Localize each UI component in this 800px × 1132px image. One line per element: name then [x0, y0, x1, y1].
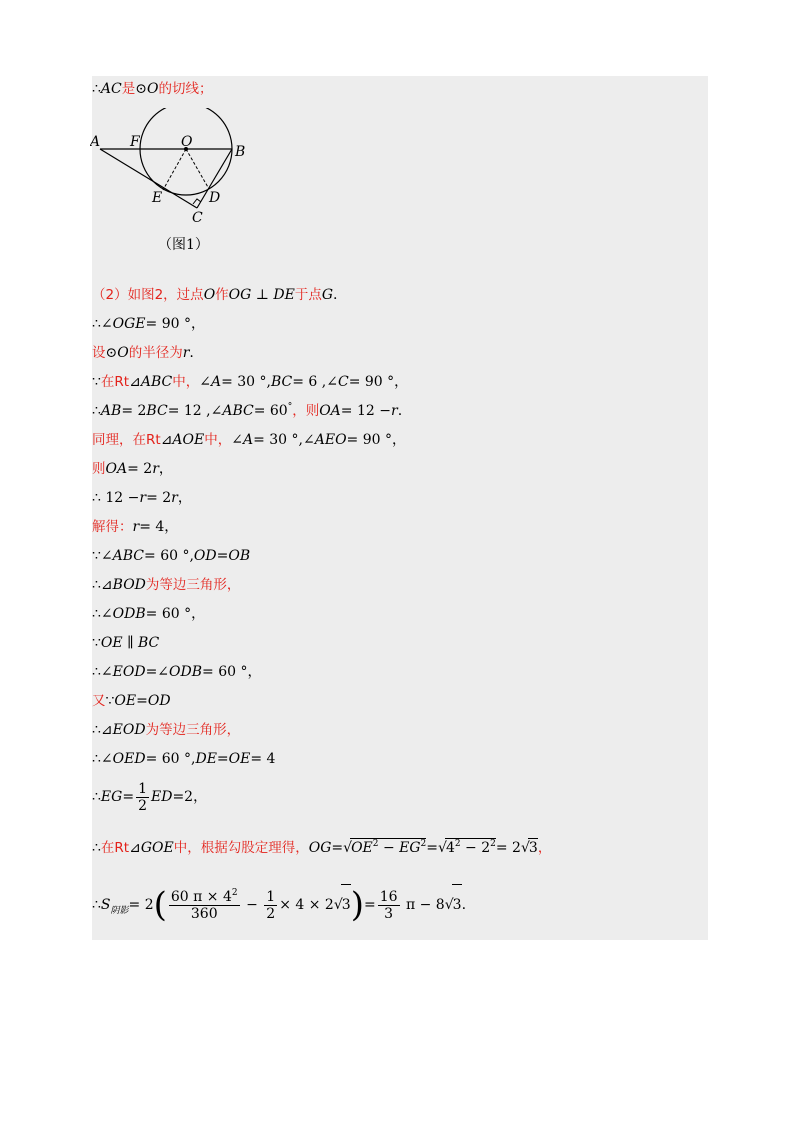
text-line-1: [92, 286, 337, 304]
line-oe: [163, 149, 186, 190]
therefore-symbol: ∴: [92, 81, 101, 97]
text-seg: ∴: [92, 897, 101, 913]
text-seg: =∠: [145, 664, 170, 680]
text-seg: ⊙: [105, 345, 118, 361]
math-seg: ODB: [169, 664, 203, 680]
text-seg: ∠: [231, 432, 243, 448]
text-line-9: [92, 518, 178, 536]
text-seg: = 60 °,: [145, 751, 196, 767]
text-seg: = 2: [495, 840, 521, 856]
text-line-12: [92, 605, 205, 623]
text-line-4: [92, 373, 408, 391]
math-seg: AOE: [172, 432, 205, 448]
math-seg: BC: [138, 635, 160, 651]
math-seg: BC: [270, 374, 293, 390]
text-seg: 则: [92, 461, 106, 477]
math-seg: GOE: [140, 840, 174, 856]
text-line-5: [92, 402, 402, 420]
text-seg: π − 8: [401, 897, 445, 913]
right-paren: ): [350, 885, 364, 925]
text-seg: ∵: [92, 635, 101, 651]
text-seg: 在Rt: [100, 374, 130, 390]
math-seg: OE: [100, 635, 123, 651]
line-od: [186, 149, 209, 189]
text-seg: 的半径为: [128, 345, 183, 361]
text-seg: =: [122, 789, 135, 805]
text-seg: ，: [177, 490, 192, 506]
fraction-16-3: [378, 889, 400, 922]
text-seg: ∴: [92, 840, 101, 856]
text-seg: =: [363, 897, 376, 913]
sqrt-radicand-3: 3: [528, 840, 538, 856]
text-seg: = 2: [146, 490, 172, 506]
text-seg: 中，: [204, 432, 232, 448]
text-seg: ∴∠: [92, 606, 113, 622]
geometry-figure: [90, 108, 270, 228]
fraction-half: [136, 781, 149, 814]
text-seg: = 12 ,∠: [167, 403, 223, 419]
math-seg: A: [242, 432, 254, 448]
label-d: D: [209, 190, 221, 206]
text-seg: =2，: [172, 789, 208, 805]
text-seg: −: [378, 840, 400, 856]
math-seg: ABC: [112, 548, 145, 564]
exp: 2: [372, 839, 379, 849]
sqrt-radicand: 3: [452, 884, 462, 925]
label-b: B: [235, 144, 246, 160]
label-o: O: [181, 134, 193, 150]
text-seg: = 60 °，: [145, 606, 206, 622]
math-seg: S: [100, 897, 111, 913]
math-seg: ABC: [140, 374, 173, 390]
text-seg: 中，: [172, 374, 200, 390]
label-f: F: [130, 134, 140, 150]
text-line-18: [92, 779, 207, 815]
exp: 2: [490, 839, 496, 849]
math-seg: AB: [100, 403, 122, 419]
text-line-7: [92, 460, 173, 478]
math-seg: EOD: [112, 722, 146, 738]
text-seg: ⊿: [100, 722, 113, 738]
text-seg: 解得：: [92, 519, 133, 535]
text-seg: = 60 °，: [202, 664, 262, 680]
math-seg: A: [210, 374, 222, 390]
text-line-15: [92, 692, 171, 710]
math-seg: OB: [228, 548, 251, 564]
text-seg: =: [216, 751, 229, 767]
math-seg: r: [152, 461, 159, 477]
math-o: O: [146, 81, 159, 97]
text-seg: ∴: [92, 789, 101, 805]
text-seg: ∥: [122, 635, 138, 651]
figure-caption: （图1）: [158, 237, 209, 253]
text-seg: = 12 −: [340, 403, 391, 419]
frac-num: [169, 889, 240, 906]
exp: 2: [231, 887, 238, 898]
math-seg: OG: [308, 840, 332, 856]
math-seg: G: [321, 287, 334, 303]
math-seg: OA: [105, 461, 128, 477]
math-seg: BOD: [112, 577, 146, 593]
sqrt-radicand: 3: [341, 884, 351, 925]
text-seg: ∵: [105, 693, 115, 709]
math-seg: C: [337, 374, 349, 390]
math-seg: r: [139, 490, 147, 506]
text-seg: =: [426, 840, 439, 856]
text-seg: ，则: [292, 403, 320, 419]
math-seg: OE: [114, 693, 137, 709]
math-seg: AEO: [314, 432, 347, 448]
math-seg: OGE: [112, 316, 146, 332]
math-seg: EOD: [112, 664, 146, 680]
text-seg: ，: [158, 461, 173, 477]
text-line-16: [92, 721, 240, 739]
text-seg: = 90 °，: [145, 316, 205, 332]
text-seg: 60 π × 4: [170, 888, 232, 905]
text-tangent: 的切线；: [158, 81, 213, 97]
text-line-17: [92, 750, 275, 768]
math-ac: AC: [100, 81, 122, 97]
frac-num: 16: [379, 888, 398, 905]
text-line-2: [92, 315, 205, 333]
text-seg: = 4，: [139, 519, 179, 535]
text-seg: × 4 × 2: [279, 897, 334, 913]
label-a: A: [90, 134, 101, 150]
text-seg: ，: [537, 840, 552, 856]
math-seg: O: [117, 345, 129, 361]
text-seg: ∴: [92, 722, 101, 738]
frac-num: 1: [266, 888, 276, 905]
text-line-19: [92, 838, 551, 857]
degree-sup: °: [287, 402, 293, 412]
text-seg: 作: [215, 287, 229, 303]
line-ac: [100, 149, 197, 208]
text-seg: ∴ 12 −: [92, 490, 140, 506]
text-seg: 4: [445, 840, 455, 856]
sqrt-symbol: √: [444, 897, 454, 913]
text-seg: 又: [92, 693, 106, 709]
math-seg: OE: [351, 840, 373, 856]
math-seg: OD: [147, 693, 171, 709]
text-seg: 中，根据勾股定理得，: [173, 840, 309, 856]
text-seg: = 6 ,∠: [292, 374, 338, 390]
text-seg: = 30 °,∠: [253, 432, 315, 448]
math-seg: ODB: [112, 606, 146, 622]
text-line-0: [92, 80, 212, 98]
math-seg: DE: [195, 751, 217, 767]
frac-den: 2: [138, 797, 147, 814]
text-seg: = 90 °，: [346, 432, 406, 448]
text-seg: = 4: [250, 751, 276, 767]
text-line-10: [92, 547, 250, 565]
math-seg: r: [182, 345, 190, 361]
exp: 2: [454, 839, 461, 849]
text-seg: = 2: [127, 461, 153, 477]
text-seg: .: [397, 403, 403, 419]
text-line-14: [92, 663, 261, 681]
text-seg: ⊿: [129, 374, 141, 390]
text-line-11: [92, 576, 240, 594]
text-seg: ∵: [92, 374, 101, 390]
label-e: E: [152, 190, 163, 206]
text-seg: ∴∠: [92, 316, 113, 332]
text-seg: =: [331, 840, 344, 856]
math-seg: OA: [319, 403, 341, 419]
circle-symbol: ⊙: [135, 81, 147, 97]
text-seg: = 30 °,: [221, 374, 271, 390]
text-seg: = 60 °,: [144, 548, 194, 564]
text-seg: （2）如图2，过点: [92, 287, 204, 303]
text-line-13: [92, 634, 159, 652]
text-seg: 为等边三角形，: [145, 577, 241, 593]
frac-den: 3: [384, 905, 394, 922]
text-seg: 在Rt: [100, 840, 130, 856]
text-seg: ∴∠: [92, 664, 113, 680]
math-seg: BC: [146, 403, 168, 419]
math-seg: r: [171, 490, 178, 506]
sqrt-symbol: √: [438, 840, 447, 856]
exp: 2: [420, 839, 427, 849]
text-line-20: [92, 884, 466, 931]
text-seg: = 60: [253, 403, 288, 419]
sqrt-symbol: √: [333, 897, 343, 913]
text-seg: − 2: [460, 840, 491, 856]
text-seg: ⊿: [160, 432, 173, 448]
sqrt-radicand-1: [350, 838, 426, 857]
math-seg: ED: [150, 789, 173, 805]
math-seg: OD: [193, 548, 217, 564]
text-seg: 同理，在Rt: [92, 432, 161, 448]
fraction-sector: [169, 889, 240, 922]
math-seg: OE: [228, 751, 251, 767]
sqrt-symbol: √: [520, 840, 530, 856]
text-seg: 于点: [294, 287, 322, 303]
text-seg: ∴: [92, 403, 101, 419]
frac-den: 2: [266, 905, 276, 922]
frac-den: 360: [190, 905, 218, 922]
left-paren: (: [153, 885, 167, 925]
text-seg: = 2: [121, 403, 147, 419]
text-seg: .: [333, 287, 338, 303]
text-is: 是: [121, 81, 136, 97]
text-seg: ∵∠: [92, 548, 113, 564]
text-seg: 设: [92, 345, 106, 361]
math-seg: ABC: [222, 403, 254, 419]
text-seg: ∴∠: [92, 751, 113, 767]
text-line-6: [92, 431, 406, 449]
text-line-8: [92, 489, 192, 507]
text-seg: =: [136, 693, 148, 709]
text-seg: ∴: [92, 577, 101, 593]
math-seg: O: [203, 287, 216, 303]
text-seg: = 90 °，: [348, 374, 409, 390]
text-seg: .: [189, 345, 194, 361]
text-seg: −: [241, 897, 263, 913]
math-seg: EG: [399, 840, 421, 856]
fraction-half-2: [264, 889, 277, 922]
text-seg: =: [216, 548, 229, 564]
math-seg: r: [132, 519, 140, 535]
text-line-3: [92, 344, 194, 362]
math-seg: r: [390, 403, 398, 419]
subscript-shadow: 阴影: [110, 905, 129, 916]
sqrt-radicand-2: [445, 838, 496, 857]
text-seg: 为等边三角形，: [145, 722, 241, 738]
math-seg: EG: [100, 789, 123, 805]
frac-num: 1: [138, 780, 147, 797]
label-c: C: [192, 210, 203, 226]
math-seg: OED: [112, 751, 146, 767]
sqrt-symbol: √: [343, 840, 353, 856]
math-seg: OG ⊥ DE: [228, 287, 295, 303]
text-seg: .: [461, 897, 467, 913]
text-seg: ⊿: [100, 577, 113, 593]
text-seg: ∠: [199, 374, 211, 390]
text-seg: ⊿: [129, 840, 141, 856]
text-seg: = 2: [128, 897, 154, 913]
